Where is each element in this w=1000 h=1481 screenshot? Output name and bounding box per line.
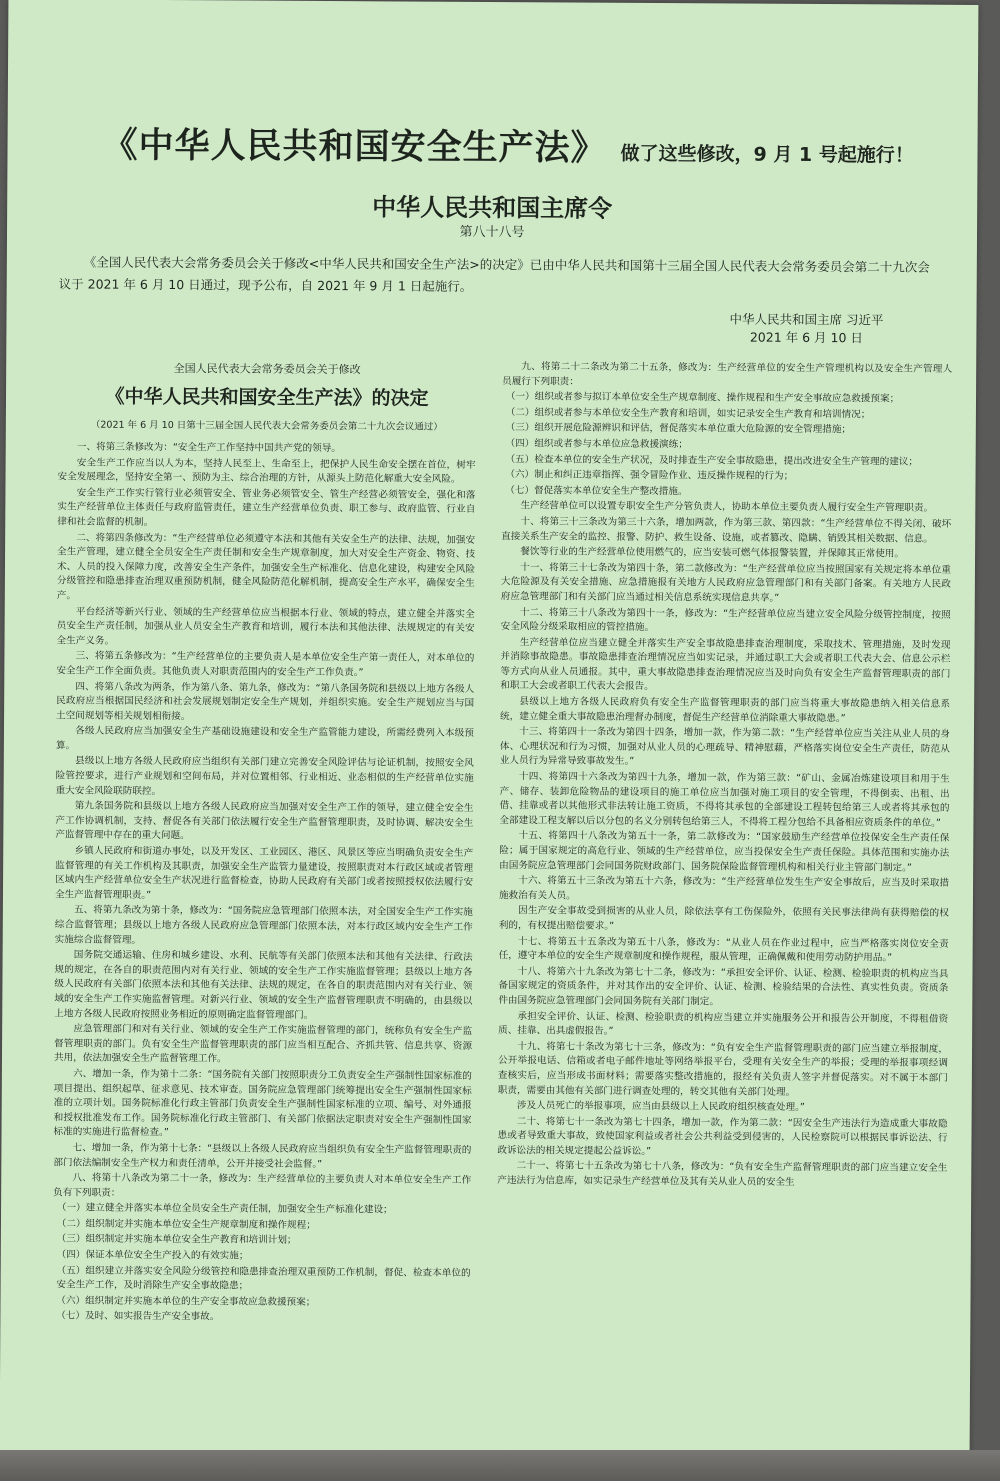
- right-column: [496, 358, 953, 1441]
- article-paragraph: 安全生产工作实行管行业必须管安全、管业务必须管安全、管生产经营必须管安全，强化和落实生产经营单位主体责任与政府监管责任，建立生产经营单位负责、职工参与、政府监管、行业自律和社会监督的机制。: [57, 487, 476, 528]
- article-paragraph: 十三、将第四十一条改为第四十四条，增加一款，作为第二款：“生产经营单位应当关注从业人员的身体、心理状况和行为习惯，加强对从业人员的心理疏导、精神慰藉，严格落实岗位安全生产责任，防范从业人员行为异常导致事故发生。”: [499, 726, 951, 768]
- article-paragraph: 十九、将第七十条改为第七十三条，修改为：“负有安全生产监督管理职责的部门应当建立举报制度，公开举报电话、信箱或者电子邮件地址等网络举报平台，受理有关安全生产的举报；受理的举报事项经调查核实后，应当形成书面材料；需要落实整改措施的，报经有关负责人签字并督促落实。对不属于本部门职责，需要由其他有关部门进行调查处理的，转交其他有关部门处理。: [497, 1040, 949, 1098]
- list-item: （三）组织制定并实施本单位安全生产教育和培训计划；: [56, 1233, 297, 1247]
- order-date: 2021 年 6 月 10 日: [749, 329, 863, 346]
- list-item: （六）制止和纠正违章指挥、强令冒险作业、违反操作规程的行为；: [505, 469, 794, 483]
- article-paragraph: 十五、将第四十八条改为第五十一条，第二款修改为：“国家鼓励生产经营单位投保安全生产责任保险；属于国家规定的高危行业、领域的生产经营单位，应当投保安全生产责任保险。具体范围和实施办法由国务院应急管理部门会同国务院财政部门、国务院保险监督管理机构和相关行业主管部门制定。”: [499, 830, 950, 874]
- article-paragraph: 十二、将第三十八条改为第四十一条，修改为：“生产经营单位应当建立安全风险分级管控制度，按照安全风险分级采取相应的管控措施。: [500, 606, 951, 634]
- decision-title: 《中华人民共和国安全生产法》的决定: [105, 385, 429, 410]
- article-paragraph: 七、增加一条，作为第十七条：“县级以上各级人民政府应当组织负有安全生产监督管理职责的部门依法编制安全生产权力和责任清单，公开并接受社会监督。”: [53, 1142, 472, 1170]
- list-item: （七）督促落实本单位安全生产整改措施。: [505, 484, 688, 497]
- article-paragraph: 县级以上地方各级人民政府负有安全生产监督管理职责的部门应当将重大事故隐患纳入相关信息系统，建立健全重大事故隐患治理督办制度，督促生产经营单位消除重大事故隐患。”: [500, 696, 951, 724]
- article-paragraph: 十四、将第四十六条改为第四十九条，增加一款，作为第三款：“矿山、金属冶炼建设项目和用于生产、储存、装卸危险物品的建设项目的施工单位应当加强对施工项目的安全管理，不得倒卖、出租、出借、挂靠或者以其他形式非法转让施工资质，不得将其承包的全部建设工程转包给第三人或者将其承包的全部建设工程支解以后以分包的名义分别转包给第三人，不得将工程分包给不具备相应资质条件的单位。”: [499, 771, 950, 829]
- list-item: （二）组织制定并实施本单位安全生产规章制度和操作规程；: [56, 1218, 316, 1231]
- article-paragraph: 县级以上地方各级人民政府应当组织有关部门建立完善安全风险评估与论证机制，按照安全风险管控要求，进行产业规划和空间布局，并对位置相邻、行业相近、业态相似的生产经营单位实施重大安全风险联防联控。: [55, 755, 474, 797]
- headline: [102, 118, 942, 173]
- article-paragraph: 三、将第五条修改为：“生产经营单位的主要负责人是本单位安全生产第一责任人，对本单位的安全生产工作全面负责。其他负责人对职责范围内的安全生产工作负责。”: [56, 650, 475, 679]
- article-paragraph: 十七、将第五十五条改为第五十八条，修改为：“从业人员在作业过程中，应当严格落实岗位安全责任，遵守本单位的安全生产规章制度和操作规程，服从管理，正确佩戴和使用劳动防护用品。”: [498, 935, 949, 964]
- article-paragraph: 应急管理部门和对有关行业、领域的安全生产工作实施监督管理的部门，统称负有安全生产监督管理职责的部门。负有安全生产监督管理职责的部门应当相互配合、齐抓共管、信息共享、资源共用，依法加强安全生产监督管理工作。: [53, 1023, 473, 1065]
- list-item: （四）保证本单位安全生产投入的有效实施；: [56, 1249, 249, 1262]
- article-paragraph: 因生产安全事故受到损害的从业人员，除依法享有工伤保险外，依照有关民事法律尚有获得赔偿的权利的，有权提出赔偿要求。”: [498, 905, 949, 932]
- article-paragraph: 十一、将第三十七条改为第四十条，第二款修改为：“生产经营单位应当按照国家有关规定将本单位重大危险源及有关安全措施、应急措施报有关地方人民政府应急管理部门和有关部门备案。有关地方人民政府应急管理部门和有关部门应当通过相关信息系统实现信息共享。”: [500, 561, 952, 604]
- article-paragraph: 八、将第十八条改为第二十一条，修改为：生产经营单位的主要负责人对本单位安全生产工作负有下列职责：: [53, 1172, 472, 1199]
- decision-pre-title: 全国人民代表大会常务委员会关于修改: [173, 362, 361, 377]
- article-paragraph: 四、将第八条改为两条，作为第八条、第九条，修改为：“第八条国务院和县级以上地方各级人民政府应当根据国民经济和社会发展规划制定安全生产规划，并组织实施。安全生产规划应当与国土空间规划等相关规划相衔接。: [56, 680, 475, 722]
- list-item: （六）组织制定并实施本单位的生产安全事故应急救援预案；: [56, 1295, 316, 1308]
- list-item: （五）组织建立并落实安全风险分级管控和隐患排查治理双重预防工作机制，督促、检查本单位的安全生产工作，及时消除生产安全事故隐患；: [56, 1265, 471, 1292]
- list-item: （四）组织或者参与本单位应急救援演练；: [505, 438, 688, 451]
- article-paragraph: 安全生产工作应当以人为本，坚持人民至上、生命至上，把保护人民生命安全摆在首位，树牢安全发展理念，坚持安全第一、预防为主、综合治理的方针，从源头上防范化解重大安全风险。: [57, 457, 476, 486]
- article-paragraph: 餐饮等行业的生产经营单位使用燃气的，应当安装可燃气体报警装置，并保障其正常使用。: [520, 546, 905, 560]
- article-paragraph: 二十一、将第七十五条改为第七十八条，修改为：“负有安全生产监督管理职责的部门应当建立安全生产违法行为信息库，如实记录生产经营单位及其有关从业人员的安全生: [497, 1160, 948, 1188]
- article-paragraph: 各级人民政府应当加强安全生产基础设施建设和安全生产监管能力建设，所需经费列入本级预算。: [55, 725, 474, 752]
- list-item: （一）组织或者参与拟订本单位安全生产规章制度、操作规程和生产安全事故应急救援预案；: [505, 391, 900, 405]
- article-paragraph: 十、将第三十三条改为第三十六条，增加两款，作为第三款、第四款：“生产经营单位不得关闭、破坏直接关系生产安全的监控、报警、防护、救生设备、设施，或者篡改、隐瞒、销毁其相关数据、信息。: [501, 516, 952, 545]
- table-surface: [0, 1450, 1000, 1481]
- article-paragraph: 第九条国务院和县级以上地方各级人民政府应当加强对安全生产工作的领导，建立健全安全生产工作协调机制，支持、督促各有关部门依法履行安全生产监督管理职责，及时协调、解决安全生产监督管理中存在的重大问题。: [55, 800, 474, 842]
- order-number: 第八十八号: [459, 224, 525, 241]
- article-paragraph: 二十、将第七十一条改为第七十四条，增加一款，作为第二款：“因安全生产违法行为造成重大事故隐患或者导致重大事故，致使国家利益或者社会公共利益受到侵害的，人民检察院可以根据民事诉讼法、行政诉讼法的相关规定提起公益诉讼。”: [497, 1115, 948, 1157]
- list-item: （七）及时、如实报告生产安全事故。: [56, 1310, 220, 1323]
- list-item: （五）检查本单位的安全生产状况，及时排查生产安全事故隐患，提出改进安全生产管理的建议；: [505, 453, 919, 468]
- decision-date-note: （2021 年 6 月 10 日第十三届全国人民代表大会常务委员会第二十九次会议通过）: [90, 419, 443, 433]
- article-paragraph: 生产经营单位应当建立健全并落实生产安全事故隐患排查治理制度，采取技术、管理措施，及时发现并消除事故隐患。事故隐患排查治理情况应当如实记录，并通过职工大会或者职工代表大会、信息公示栏等方式向从业人员通报。其中，重大事故隐患排查治理情况应当及时向负有安全生产监督管理职责的部门和职工大会或者职工代表大会报告。: [500, 636, 951, 693]
- article-paragraph: 六、增加一条，作为第十二条：“国务院有关部门按照职责分工负责安全生产强制性国家标准的项目提出、组织起草、征求意见、技术审查。国务院应急管理部门统筹提出安全生产强制性国家标准的立项计划。国务院标准化行政主管部门负责安全生产强制性国家标准的立项、编号、对外通报和授权批准发布工作。国务院标准化行政主管部门、有关部门依据法定职责对安全生产强制性国家标准的实施进行监督检查。”: [53, 1068, 472, 1139]
- article-paragraph: 五、将第九条改为第十条，修改为：“国务院应急管理部门依照本法，对全国安全生产工作实施综合监督管理；县级以上地方各级人民政府应急管理部门依照本法，对本行政区域内安全生产工作实施综合监督管理。: [54, 904, 473, 946]
- list-item: （二）组织或者参与本单位安全生产教育和培训，如实记录安全生产教育和培训情况；: [505, 406, 871, 421]
- article-paragraph: 生产经营单位可以设置专职安全生产分管负责人，协助本单位主要负责人履行安全生产管理职责。: [520, 500, 934, 515]
- article-paragraph: 九、将第二十二条改为第二十五条，修改为：生产经营单位的安全生产管理机构以及安全生产管理人员履行下列职责：: [502, 361, 953, 388]
- list-item: （三）组织开展危险源辨识和评估，督促落实本单位重大危险源的安全管理措施；: [505, 422, 852, 436]
- article-paragraph: 承担安全评价、认证、检测、检验职责的机构应当建立并实施服务公开和报告公开制度，不得租借资质、挂靠、出具虚假报告。”: [498, 1010, 949, 1037]
- headline-main: 《中华人民共和国安全生产法》: [102, 124, 607, 169]
- article-paragraph: 一、将第三条修改为：“安全生产工作坚持中国共产党的领导。: [76, 441, 341, 455]
- headline-sub: 做了这些修改，9 月 1 号起施行！: [620, 142, 914, 167]
- list-item: （一）建立健全并落实本单位全员安全生产责任制，加强安全生产标准化建设；: [56, 1202, 393, 1216]
- article-paragraph: 平台经济等新兴行业、领域的生产经营单位应当根据本行业、领域的特点，建立健全并落实全员安全生产责任制，加强从业人员安全生产教育和培训，履行本法和其他法律、法规规定的有关安全生产义务。: [56, 606, 475, 647]
- article-paragraph: 十八、将第六十九条改为第七十二条，修改为：“承担安全评价、认证、检测、检验职责的机构应当具备国家规定的资质条件，并对其作出的安全评价、认证、检测、检验结果的合法性、真实性负责。资质条件由国务院应急管理部门会同国务院有关部门制定。: [498, 965, 949, 1008]
- article-paragraph: 涉及人员死亡的举报事项，应当由县级以上人民政府组织核查处理。”: [516, 1100, 805, 1114]
- order-title: 中华人民共和国主席令: [372, 192, 613, 223]
- article-paragraph: 乡镇人民政府和街道办事处，以及开发区、工业园区、港区、风景区等应当明确负责安全生产监督管理的有关工作机构及其职责，加强安全生产监管力量建设，按照职责对本行政区域或者管理区域内生产经营单位安全生产状况进行监督检查，协助人民政府有关部门或者按照授权依法履行安全生产监督管理职责。”: [54, 845, 474, 901]
- article-paragraph: 二、将第四条修改为：“生产经营单位必须遵守本法和其他有关安全生产的法律、法规，加强安全生产管理，建立健全全员安全生产责任制和安全生产规章制度，加大对安全生产资金、物资、技术、人员的投入保障力度，改善安全生产条件，加强安全生产标准化、信息化建设，构建安全风险分级管控和隐患排查治理双重预防机制，健全风险防范化解机制，提高安全生产水平，确保安全生产。: [56, 532, 476, 602]
- article-paragraph: 十六、将第五十三条改为第五十六条，修改为：“生产经营单位发生生产安全事故后，应当及时采取措施救治有关人员。: [498, 875, 950, 902]
- article-paragraph: 国务院交通运输、住房和城乡建设、水利、民航等有关部门依照本法和其他有关法律、行政法规的规定，在各自的职责范围内对有关行业、领域的安全生产工作实施监督管理；县级以上地方各级人民政府有关部门依照本法和其他有关法律、法规的规定，在各自的职责范围内对有关行业、领域的安全生产工作实施监督管理。对新兴行业、领域的安全生产监督管理职责不明确的，由县级以上地方各级人民政府按照业务相近的原则确定监督管理部门。: [54, 949, 473, 1021]
- order-text: 《全国人民代表大会常务委员会关于修改<中华人民共和国安全生产法>的决定》已由中华人民共和国第十三届全国人民代表大会常务委员会第二十九次会议于 2021 年 6 月 10 日通过，现予公布，自 2021 年 9 月 1 日起施行。: [58, 254, 930, 294]
- order-signer: 中华人民共和国主席 习近平: [729, 311, 884, 328]
- left-column: [52, 355, 476, 1418]
